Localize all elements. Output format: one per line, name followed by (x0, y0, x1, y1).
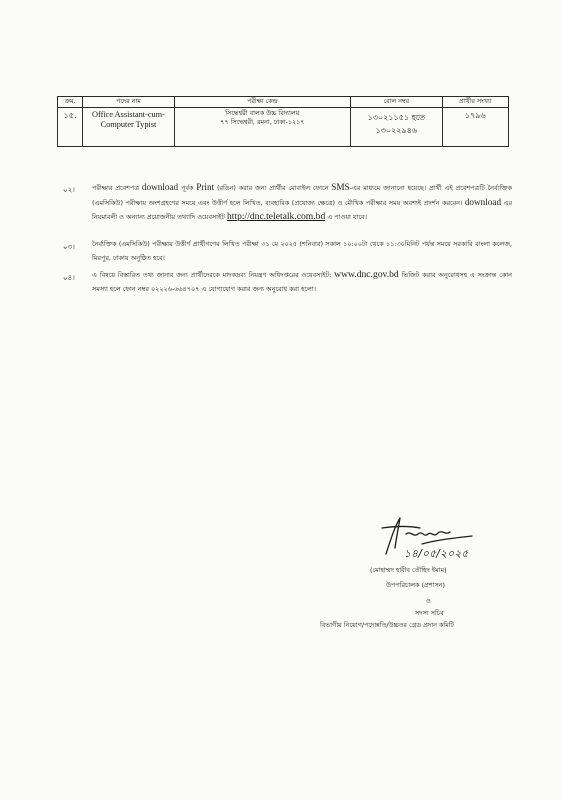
cell-post-name: Office Assistant-cum-Computer Typist (83, 108, 175, 147)
p02-download-word-2: download (464, 197, 502, 207)
officer-role: সদস্য সচিব (415, 609, 444, 617)
conjunction: ও (426, 597, 431, 605)
officer-designation: উপপরিচালক (প্রশাসন) (386, 581, 445, 589)
teletalk-website-link[interactable]: http://dnc.teletalk.com.bd (226, 211, 326, 222)
item-number-04: ০৪। (63, 273, 75, 282)
cell-candidate-count: ১৭৯৬ (442, 108, 508, 147)
p02-text-c: পূর্বক (180, 184, 194, 192)
header-roll-number: রোল নম্বর (351, 97, 443, 108)
paragraph-02 (92, 180, 512, 224)
committee-name: বিভাগীয় নিয়োগ/পদোন্নতি/উচ্চতর গ্রেড প্রদান কমিটি (320, 621, 455, 629)
paragraph-03: নৈর্ব্যক্তিক (এমসিকিউ) পরীক্ষায় উত্তীর্ণ প্রার্থীগণের লিখিত পরীক্ষা ৩১ মে ২০২৫ (শনিবার) সকাল ১০:০০টা থেকে ১১:৩০মিনিট পর্যন্ত সময়ে সরকারি বাংলা কলেজ, মিরপুর, ঢাকায় অনুষ্ঠিত হবে। (92, 240, 512, 262)
center-address: ৭৭ সিদ্ধেশ্বরী, রমনা, ঢাকা-১২১৭ (220, 118, 305, 126)
p02-download-word: download (141, 182, 179, 192)
table-header-row (58, 97, 509, 108)
p02-text-j: এ পাওয়া যাবে। (327, 213, 367, 221)
p04-text-b: ভিজিট করার অনুরোধসহ এ সংক্রান্ত কোন সমস্যা হলে ফোন নম্বর ০২২২৬-৬৬৪৭০৭ এ যোগাযোগ করার জন্য অনুরোধ করা হলো। (92, 271, 513, 293)
cell-serial: ১৫. (58, 108, 83, 147)
header-candidate-count: প্রার্থীর সংখ্যা (442, 97, 508, 108)
table-row (58, 108, 509, 147)
roll-start: ১৩০২১১৫১ হতে (367, 113, 426, 122)
p02-text-a: পরীক্ষার প্রবেশপত্র (92, 184, 140, 192)
paragraph-04 (92, 268, 512, 296)
exam-center-table (57, 96, 509, 147)
roll-end: ১৩০২২৯৪৬ (375, 126, 418, 135)
cell-exam-center (174, 108, 350, 147)
cell-roll-range (351, 108, 443, 147)
p02-text-e: (রঙিন) করার জন্য প্রার্থীর মোবাইল ফোনে (216, 184, 329, 192)
p02-text-i: এর নিয়মাবলী ও অন্যান্য প্রয়োজনীয় তথ্যাদি ওয়েবসাইট (92, 199, 513, 221)
dnc-website-link[interactable]: www.dnc.gov.bd (334, 269, 399, 280)
center-name: সিদ্ধেশ্বরী বালক উচ্চ বিদ্যালয় (225, 109, 300, 117)
header-serial: ক্রম. (58, 97, 83, 108)
item-number-02: ০২। (63, 185, 75, 194)
p02-text-g: -এর মাধ্যমে জানানো হয়েছে। প্রার্থী এই প্রবেশপত্রটি নৈর্ব্যক্তিক (এমসিকিউ) পরীক্ষায় অংশগ্রহণের সময়ে এবং উত্তীর্ণ হলে লিখিত, ব্যবহারিক (প্রযোজ্য ক্ষেত্রে) ও মৌখিক পরীক্ষার সময় অবশ্যই প্রদর্শন করবেন। (92, 184, 513, 207)
officer-name: (মোহাম্মদ হাবীব তৌহিদ ইমাম) (370, 566, 447, 574)
p02-sms-word: SMS (331, 182, 350, 192)
signature-date: ১৪/০৫/২০২৫ (404, 548, 469, 560)
p04-text-a: এ বিষয়ে বিস্তারিত তথ্য জানার জন্য প্রার্থীদেরকে মাদকদ্রব্য নিয়ন্ত্রণ অধিদপ্তরের ওয়েবসাইট: (92, 271, 332, 279)
item-number-03: ০৩। (63, 242, 75, 251)
header-exam-center: পরীক্ষা কেন্দ্র (174, 97, 350, 108)
header-post-name: পদের নাম (83, 97, 175, 108)
p02-print-word: Print (196, 182, 215, 192)
